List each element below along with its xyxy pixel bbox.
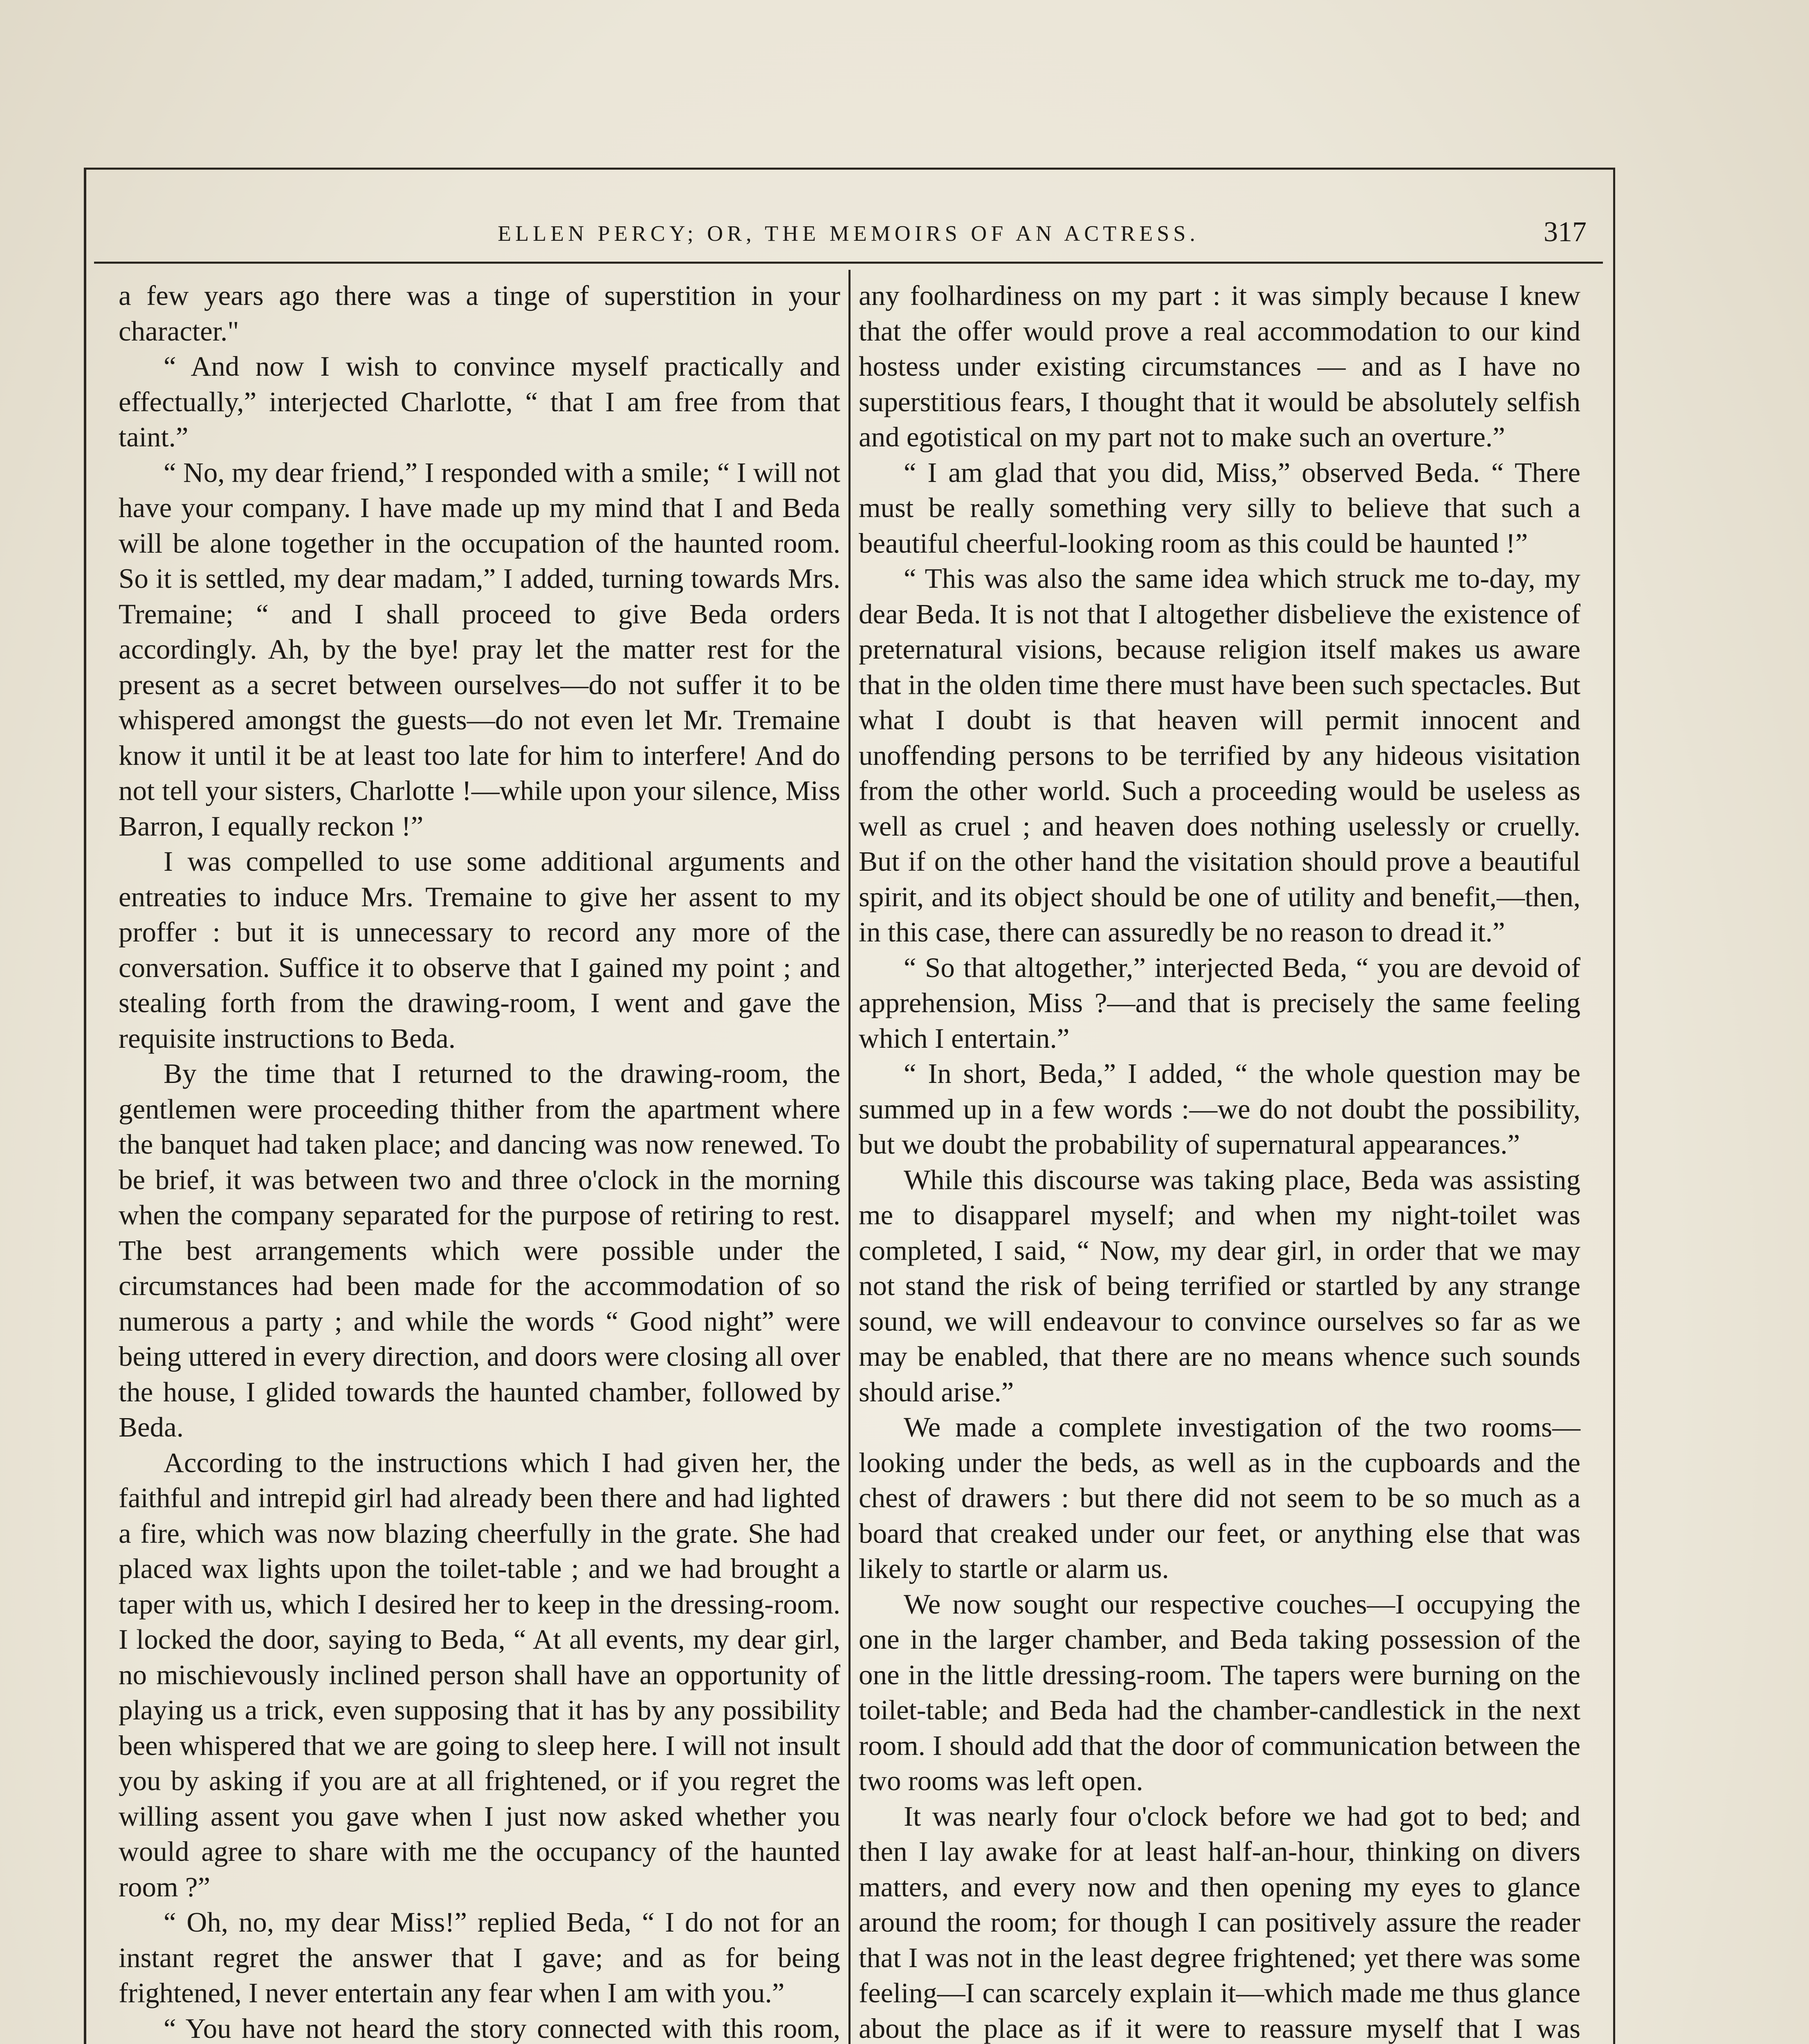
paragraph: According to the instructions which I had given her, the faithful and intrepid girl had already been there and had lighted a fire, which was now blazing cheerfully in the grate. She had placed wax lights upon the toilet-table ; and we had brought a taper with us, which I desired her to keep in the dressing-room. I locked the door, saying to Beda, “ At all events, my dear girl, no mischievously inclined person shall have an opportunity of playing us a trick, even supposing that it has by any possibility been whispered that we are going to sleep here. I will not insult you by asking if you are at all frightened, or if you regret the willing assent you gave when I just now asked whether you would agree to share with me the occupancy of the haunted room ?” xyxy=(119,1447,840,1903)
paragraph: By the time that I returned to the drawing-room, the gentlemen were proceeding thither from the apartment where the banquet had taken place; and dancing was now renewed. To be brief, it was between two and three o'clock in the morning when the company separated for the purpose of retiring to rest. The best arrangements which were possible under the circumstances had been made for the accommodation of so numerous a party ; and while the words “ Good night” were being uttered in every direction, and doors were closing all over the house, I glided towards the haunted chamber, followed by Beda. xyxy=(119,1058,840,1443)
paragraph: “ You have not heard the story connected with this room, xyxy=(164,2013,840,2044)
page-header xyxy=(94,213,1603,258)
border-right xyxy=(1613,168,1615,2044)
paragraph: “ No, my dear friend,” I responded with a smile; “ I will not have your company. I have made up my mind that I and Beda will be alone together in the occupation of the haunted room. So it is settled, my dear madam,” I added, turning towards Mrs. Tremaine; “ and I shall proceed to give Beda orders accordingly. Ah, by the bye! pray let the matter rest for the present as a secret between ourselves—do not suffer it to be whispered amongst the guests—do not even let Mr. Tremaine know it until it be at least too late for him to interfere! And do not tell your sisters, Charlotte !—while upon your silence, Miss Barron, I equally reckon !” xyxy=(119,457,840,842)
paragraph: While this discourse was taking place, Beda was assisting me to disapparel myself; and when my night-toilet was completed, I said, “ Now, my dear girl, in order that we may not stand the risk of being terrified or startled by any strange sound, we will endeavour to convince ourselves so far as we may be enabled, that there are no means whence such sounds should arise.” xyxy=(859,1164,1580,1407)
paragraph: We now sought our respective couches—I occupying the one in the larger chamber, and Beda taking possession of the one in the little dressing-room. The tapers were burning on the toilet-table; and Beda had the chamber-candlestick in the next room. I should add that the door of communication between the two rooms was left open. xyxy=(859,1588,1580,1796)
border-left xyxy=(84,168,86,2044)
left-column xyxy=(119,278,840,2044)
page-number: 317 xyxy=(1544,216,1587,248)
paragraph: “ In short, Beda,” I added, “ the whole question may be summed up in a few words :—we do not doubt the possibility, but we doubt the probability of supernatural appearances.” xyxy=(859,1058,1580,1160)
paragraph: “ So that altogether,” interjected Beda, “ you are devoid of apprehension, Miss ?—and that is precisely the same feeling which I entertain.” xyxy=(859,952,1580,1054)
paragraph: I was compelled to use some additional arguments and entreaties to induce Mrs. Tremaine to give her assent to my proffer : but it is unnecessary to record any more of the conversation. Suffice it to observe that I gained my point ; and stealing forth from the drawing-room, I went and gave the requisite instructions to Beda. xyxy=(119,846,840,1054)
paragraph: a few years ago there was a tinge of superstition in your character." xyxy=(119,280,840,347)
paragraph: “ This was also the same idea which struck me to-day, my dear Beda. It is not that I altogether disbelieve the existence of preternatural visions, because religion itself makes us aware that in the olden time there must have been such spectacles. But what I doubt is that heaven will permit innocent and unoffending persons to be terrified by any hideous visitation from the other world. Such a proceeding would be useless as well as cruel ; and heaven does nothing uselessly or cruelly. But if on the other hand the visitation should prove a beautiful spirit, and its object should be one of utility and benefit,—then, in this case, there can assuredly be no reason to dread it.” xyxy=(859,563,1580,948)
paragraph: It was nearly four o'clock before we had got to bed; and then I lay awake for at least half-an-hour, thinking on divers matters, and every now and then opening my eyes to glance around the room; for though I can positively assure the reader that I was not in the least degree frightened; yet there was some feeling—I can scarcely explain it—which made me thus glance about the place as if it were to reassure myself that I was xyxy=(859,1800,1580,2044)
border-top xyxy=(84,168,1615,170)
right-column xyxy=(859,278,1580,2044)
paragraph: “ And now I wish to convince myself practically and effectually,” interjected Charlotte, “ that I am free from that taint.” xyxy=(119,351,840,453)
paragraph: “ Oh, no, my dear Miss!” replied Beda, “ I do not for an instant regret the answer that I gave; and as for being frightened, I never entertain any fear when I am with you.” xyxy=(119,1907,840,2008)
paragraph: any foolhardiness on my part : it was simply because I knew that the offer would prove a real accommodation to our kind hostess under existing circumstances — and as I have no superstitious fears, I thought that it would be absolutely selfish and egotistical on my part not to make such an overture.” xyxy=(859,280,1580,453)
paragraph: “ I am glad that you did, Miss,” observed Beda. “ There must be really something very silly to believe that such a beautiful cheerful-looking room as this could be haunted !” xyxy=(859,457,1580,559)
running-head: ELLEN PERCY; OR, THE MEMOIRS OF AN ACTRESS. xyxy=(498,221,1199,246)
paragraph: We made a complete investigation of the two rooms—looking under the beds, as well as in the cupboards and the chest of drawers : but there did not seem to be so much as a board that creaked under our feet, or anything else that was likely to startle or alarm us. xyxy=(859,1412,1580,1584)
column-divider xyxy=(848,270,851,2044)
header-rule xyxy=(94,262,1603,264)
